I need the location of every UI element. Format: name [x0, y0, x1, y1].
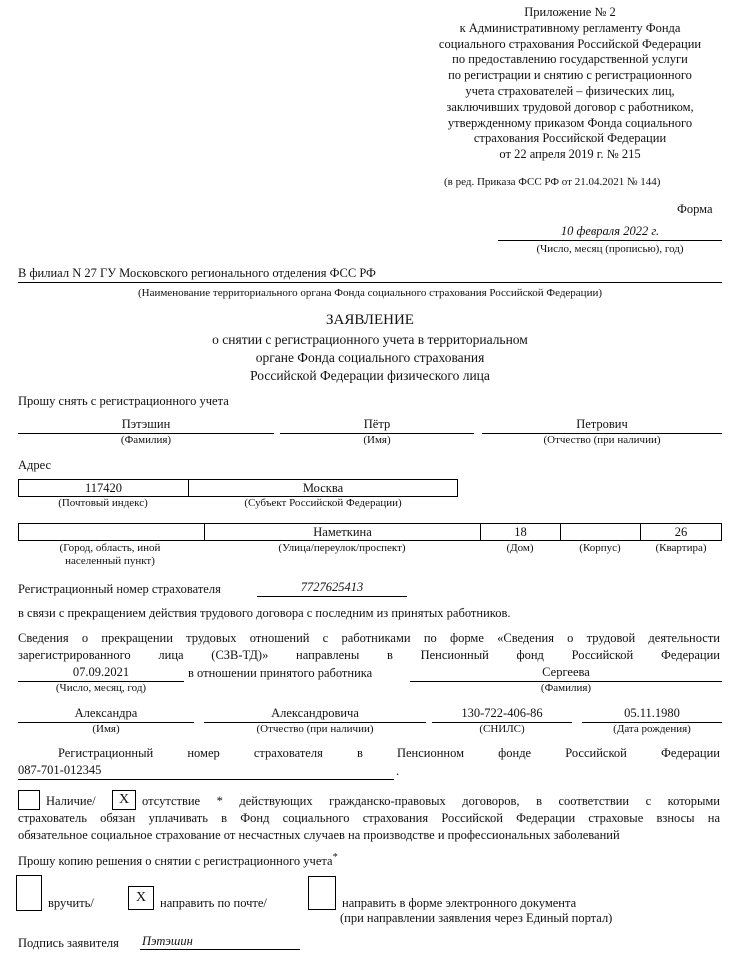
snils-caption: (СНИЛС) — [479, 723, 525, 735]
employee-surname-caption: (Фамилия) — [540, 682, 592, 694]
contracts-line-1: отсутствие * действующих гражданско-правовых договоров, в соответствии с которыми — [142, 794, 720, 808]
copy-text — [18, 852, 338, 869]
surname-caption: (Фамилия) — [120, 434, 172, 446]
copy-text-label: Прошу копию решения о снятии с регистрационного учета — [18, 854, 333, 869]
city-caption: (Город, область, иной населенный пункт) — [59, 542, 161, 567]
appendix-line: Приложение № 2 — [524, 5, 616, 19]
employee-patronymic-field[interactable]: Александровича — [204, 706, 426, 723]
reg-number-field[interactable]: 7727625413 — [257, 580, 407, 597]
address-row-1 — [18, 479, 458, 497]
building-field[interactable] — [561, 524, 641, 540]
employee-first-caption: (Имя) — [92, 723, 120, 735]
subtitle-line: Российской Федерации физического лица — [250, 368, 490, 383]
contracts-line-3: обязательное социальное страхование от несчастных случаев на производстве и профессиональных заболеваний — [18, 828, 620, 842]
appendix-line: утвержденному приказом Фонда социального — [447, 115, 693, 130]
hand-label: вручить/ — [48, 896, 94, 910]
house-field[interactable]: 18 — [481, 524, 561, 540]
mail-checkbox[interactable]: X — [128, 886, 154, 910]
house-caption: (Дом) — [506, 542, 534, 554]
copy-asterisk: * — [332, 852, 338, 863]
birth-date-caption: (Дата рождения) — [613, 723, 691, 735]
pfr-period: . — [396, 764, 400, 778]
signature-label: Подпись заявителя — [18, 936, 119, 950]
subject-field[interactable]: Москва — [302, 481, 344, 495]
document-subtitle — [18, 331, 722, 385]
termination-text: в связи с прекращением действия трудового договора с последним из принятых работников. — [18, 606, 511, 620]
form-label: Форма — [677, 202, 713, 216]
appendix-line: к Административному регламенту Фонда — [459, 20, 681, 35]
signature-field[interactable]: Пэтэшин — [140, 934, 300, 950]
birth-date-field[interactable]: 05.11.1980 — [582, 706, 722, 723]
absence-checkbox[interactable]: X — [112, 790, 136, 810]
address-row-2 — [18, 523, 722, 541]
electronic-label: направить в форме электронного документа — [342, 896, 577, 910]
address-label: Адрес — [18, 458, 52, 472]
reg-number-label: Регистрационный номер страхователя — [18, 582, 221, 596]
postcode-caption: (Почтовый индекс) — [58, 497, 148, 509]
first-name-caption: (Имя) — [363, 434, 391, 446]
snils-field[interactable]: 130-722-406-86 — [432, 706, 572, 723]
electronic-note: (при направлении заявления через Единый портал) — [340, 911, 613, 925]
hand-checkbox[interactable] — [16, 875, 42, 911]
szv-date-caption: (Число, месяц, год) — [55, 682, 147, 694]
surname-field[interactable]: Пэтэшин — [18, 417, 274, 434]
first-name-field[interactable]: Пётр — [280, 417, 474, 434]
employee-surname-field[interactable]: Сергеева — [410, 665, 722, 682]
branch-caption: (Наименование территориального органа Фонда социального страхования Российской Федерации) — [137, 287, 603, 299]
edition-note: (в ред. Приказа ФСС РФ от 21.04.2021 № 144) — [444, 176, 661, 188]
presence-label: Наличие/ — [46, 794, 96, 808]
date-caption: (Число, месяц (прописью), год) — [536, 243, 684, 255]
flat-caption: (Квартира) — [655, 542, 707, 554]
date-field[interactable]: 10 февраля 2022 г. — [498, 224, 722, 241]
szv-line-1: Сведения о прекращении трудовых отношений с работниками по форме «Сведения о трудовой деятельности — [18, 631, 720, 645]
subtitle-line: о снятии с регистрационного учета в территориальном — [212, 332, 528, 347]
building-caption: (Корпус) — [579, 542, 621, 554]
city-field[interactable] — [19, 524, 205, 540]
pfr-text: Регистрационный номер страхователя в Пенсионном фонде Российской Федерации — [58, 746, 720, 760]
postcode-field[interactable]: 117420 — [19, 480, 189, 496]
appendix-line: по предоставлению государственной услуги — [452, 52, 688, 67]
document-title: ЗАЯВЛЕНИЕ — [326, 312, 414, 328]
request-text: Прошу снять с регистрационного учета — [18, 394, 229, 408]
appendix-line: учета страхователей – физических лиц, — [465, 83, 675, 98]
appendix-line: заключивших трудовой договор с работником, — [446, 99, 694, 114]
pfr-number-field[interactable]: 087-701-012345 — [18, 763, 394, 780]
electronic-checkbox[interactable] — [308, 876, 336, 910]
relation-text: в отношении принятого работника — [188, 666, 373, 680]
appendix-line: социального страхования Российской Федерации — [438, 36, 702, 51]
employee-first-field[interactable]: Александра — [18, 706, 194, 723]
subtitle-line: органе Фонда социального страхования — [255, 350, 485, 365]
subject-caption: (Субъект Российской Федерации) — [244, 497, 402, 509]
flat-field[interactable]: 26 — [674, 525, 688, 539]
appendix-text — [405, 5, 735, 163]
contracts-line-2: страхователь обязан уплачивать в Фонд социального страхования Российской Федерации страховые взносы на — [18, 811, 720, 825]
szv-date-field[interactable]: 07.09.2021 — [18, 665, 184, 682]
employee-patronymic-caption: (Отчество (при наличии) — [256, 723, 374, 735]
street-field[interactable]: Наметкина — [205, 524, 481, 540]
street-caption: (Улица/переулок/проспект) — [278, 542, 406, 554]
szv-line-2: зарегистрированного лица (СЗВ-ТД)» направлены в Пенсионный фонд Российской Федерации — [18, 648, 720, 662]
branch-field[interactable]: В филиал N 27 ГУ Московского регионального отделения ФСС РФ — [18, 266, 722, 283]
presence-checkbox[interactable] — [18, 790, 40, 810]
appendix-line: от 22 апреля 2019 г. № 215 — [499, 147, 641, 162]
appendix-line: страхования Российской Федерации — [473, 131, 667, 146]
mail-label: направить по почте/ — [160, 896, 267, 910]
patronymic-caption: (Отчество (при наличии) — [543, 434, 661, 446]
appendix-line: по регистрации и снятию с регистрационного — [448, 68, 692, 83]
patronymic-field[interactable]: Петрович — [482, 417, 722, 434]
